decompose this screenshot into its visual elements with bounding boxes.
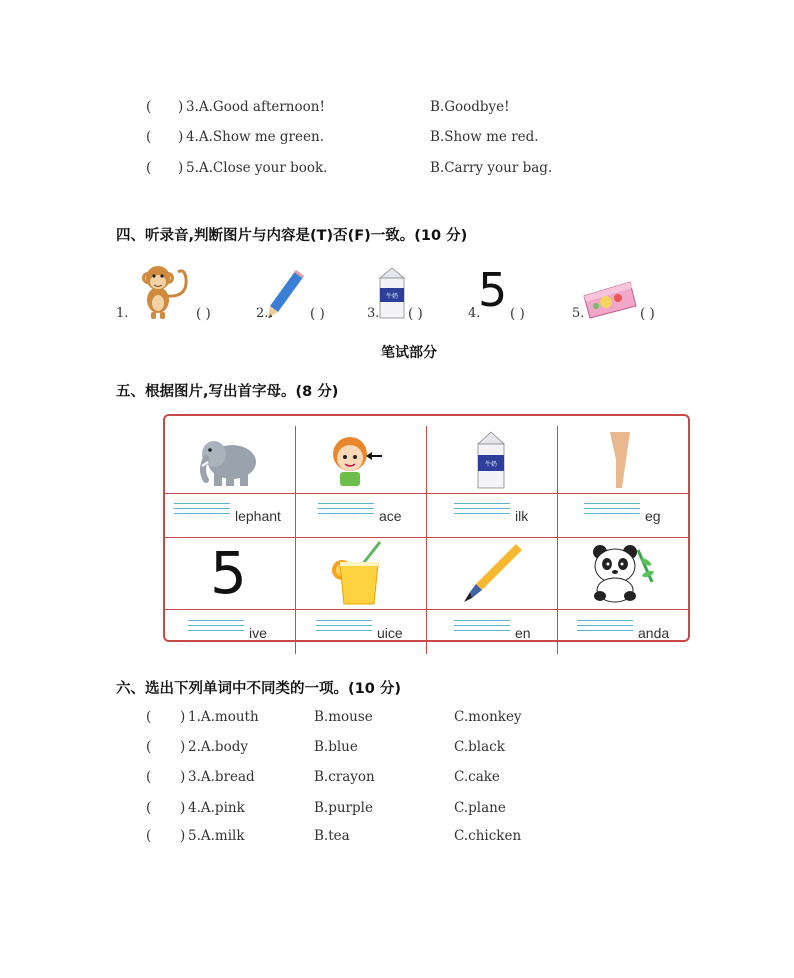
grid-divider: [163, 537, 690, 538]
grid-divider: [426, 426, 427, 654]
milk-carton-icon: [474, 430, 508, 490]
answer-paren-close: ): [180, 709, 186, 725]
word-suffix: ive: [249, 625, 267, 641]
item-number: 2.: [256, 306, 269, 321]
pencil-case-icon: [582, 280, 638, 320]
word-suffix: lephant: [235, 508, 281, 524]
option-c: C.plane: [454, 800, 506, 816]
answer-paren: ( ): [310, 306, 325, 322]
answer-paren-close: ): [178, 129, 184, 145]
write-blank[interactable]: [318, 503, 374, 521]
answer-paren: ( ): [510, 306, 525, 322]
option-b: B.blue: [314, 739, 358, 755]
monkey-icon: [126, 258, 194, 320]
panda-icon: [586, 542, 658, 604]
grid-divider: [163, 493, 690, 494]
option-b: B.Goodbye!: [430, 99, 510, 115]
word-suffix: ace: [379, 508, 402, 524]
answer-paren-open: (: [146, 99, 152, 115]
item-number: 5.: [572, 306, 585, 321]
write-blank[interactable]: [577, 620, 633, 638]
answer-paren: ( ): [640, 306, 655, 322]
option-b: B.Show me red.: [430, 129, 539, 145]
milk-carton-icon: [376, 266, 408, 320]
answer-paren-close: ): [180, 769, 186, 785]
option-a: 4.A.pink: [188, 800, 245, 816]
item-number: 1.: [116, 306, 129, 321]
five-digit: 5: [478, 263, 508, 317]
leg-icon: [604, 430, 636, 492]
grid-divider: [163, 609, 690, 610]
write-blank[interactable]: [188, 620, 244, 638]
word-suffix: uice: [377, 625, 403, 641]
girl-face-icon: [326, 432, 384, 488]
word-suffix: en: [515, 625, 531, 641]
option-b: B.purple: [314, 800, 373, 816]
write-blank[interactable]: [454, 503, 510, 521]
answer-paren-close: ): [180, 739, 186, 755]
write-blank[interactable]: [454, 620, 510, 638]
pencil-icon: [266, 268, 308, 320]
option-c: C.black: [454, 739, 505, 755]
option-a: 2.A.body: [188, 739, 248, 755]
answer-paren-close: ): [178, 99, 184, 115]
word-suffix: ilk: [515, 508, 529, 524]
elephant-icon: [196, 432, 262, 488]
option-c: C.monkey: [454, 709, 522, 725]
word-suffix: eg: [645, 508, 661, 524]
answer-paren-close: ): [180, 800, 186, 816]
answer-paren-open: (: [146, 160, 152, 176]
answer-paren: ( ): [196, 306, 211, 322]
option-a: 3.A.bread: [188, 769, 255, 785]
section4-title: 四、听录音,判断图片与内容是(T)否(F)一致。(10 分): [116, 228, 468, 244]
five-digit: 5: [210, 539, 247, 607]
answer-paren-open: (: [146, 709, 152, 725]
answer-paren: ( ): [408, 306, 423, 322]
option-c: C.cake: [454, 769, 500, 785]
answer-paren-close: ): [180, 828, 186, 844]
section6-title: 六、选出下列单词中不同类的一项。(10 分): [116, 681, 401, 697]
word-suffix: anda: [638, 625, 670, 641]
milk-label: 牛奶: [385, 293, 399, 300]
answer-paren-close: ): [178, 160, 184, 176]
section5-title: 五、根据图片,写出首字母。(8 分): [116, 384, 339, 400]
write-blank[interactable]: [584, 503, 640, 521]
option-a: 5.A.milk: [188, 828, 245, 844]
item-number: 4.: [468, 306, 481, 321]
grid-divider: [557, 426, 558, 654]
option-b: B.crayon: [314, 769, 375, 785]
write-blank[interactable]: [316, 620, 372, 638]
option-a: 3.A.Good afternoon!: [186, 99, 325, 115]
pen-icon: [462, 542, 524, 604]
option-a: 1.A.mouth: [188, 709, 259, 725]
item-number: 3.: [367, 306, 380, 321]
answer-paren-open: (: [146, 129, 152, 145]
option-a: 5.A.Close your book.: [186, 160, 328, 176]
write-blank[interactable]: [174, 503, 230, 521]
option-b: B.mouse: [314, 709, 373, 725]
answer-paren-open: (: [146, 828, 152, 844]
grid-divider: [295, 426, 296, 654]
option-c: C.chicken: [454, 828, 522, 844]
option-b: B.tea: [314, 828, 350, 844]
milk-label: 牛奶: [484, 461, 498, 468]
answer-paren-open: (: [146, 800, 152, 816]
answer-paren-open: (: [146, 739, 152, 755]
written-part-label: 笔试部分: [381, 345, 437, 361]
option-b: B.Carry your bag.: [430, 160, 553, 176]
answer-paren-open: (: [146, 769, 152, 785]
option-a: 4.A.Show me green.: [186, 129, 324, 145]
juice-icon: [330, 540, 388, 606]
